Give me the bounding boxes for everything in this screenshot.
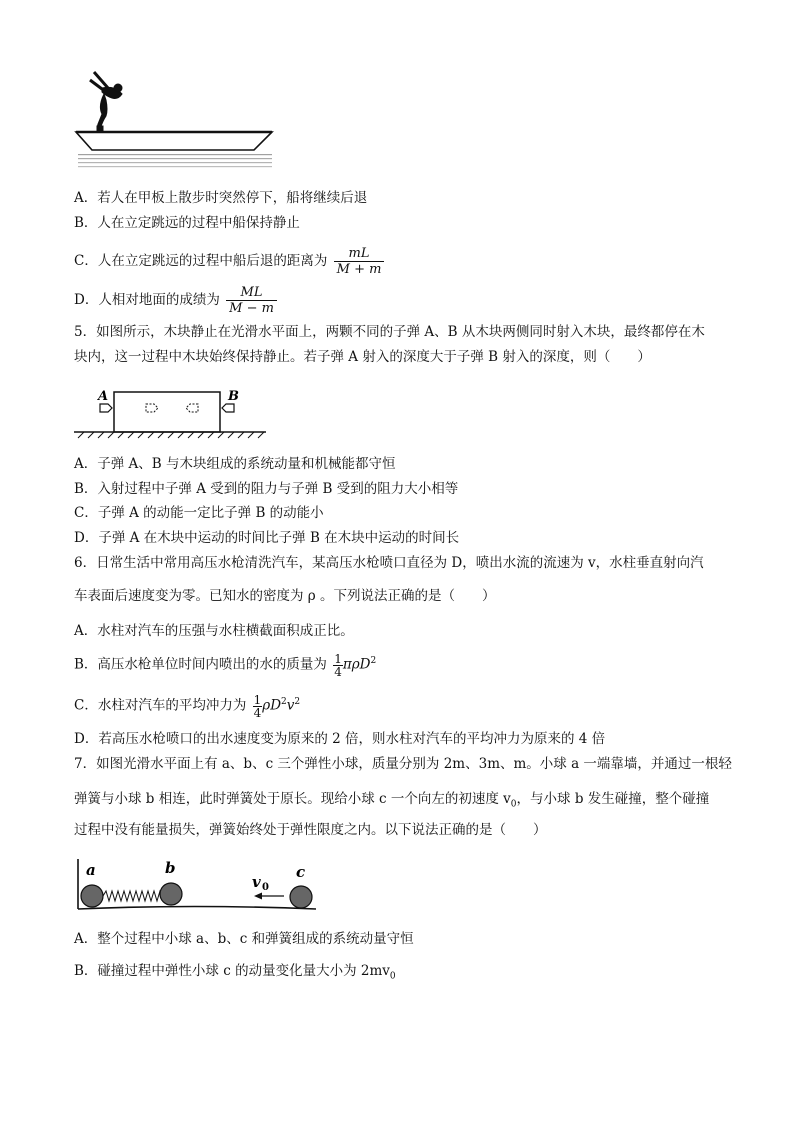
q6-option-c-fraction — [253, 694, 263, 719]
q7-stem-sub: 0 — [510, 799, 517, 810]
q4-option-c-text: C．人在立定跳远的过程中船后退的距离为 — [74, 253, 328, 269]
q4-option-c-fraction — [334, 246, 385, 277]
q5-stem-line2: 块内，这一过程中木块始终保持静止。若子弹 A 射入的深度大于子弹 B 射入的深度，则（ ） — [74, 349, 651, 365]
boat-hull — [76, 132, 272, 150]
q6-option-d: D．若高压水枪喷口的出水速度变为原来的 2 倍，则水柱对汽车的平均冲力为原来的 4 倍 — [74, 731, 606, 747]
q4-option-c-numerator: mL — [348, 246, 370, 261]
q6-option-c-denominator: 4 — [253, 705, 262, 720]
wooden-block — [114, 392, 220, 432]
spring — [103, 891, 163, 901]
q5-option-c: C．子弹 A 的动能一定比子弹 B 的动能小 — [74, 505, 324, 521]
q4-option-c-denominator: M + m — [334, 261, 385, 277]
q6-option-c-sup1: 2 — [281, 697, 287, 707]
label-a: A — [98, 389, 109, 404]
q6-stem-line2: 车表面后速度变为零。已知水的密度为 ρ 。下列说法正确的是（ ） — [74, 588, 496, 604]
q7-stem-line2b: ，与小球 b 发生碰撞，整个碰撞 — [516, 791, 710, 807]
ball-b — [160, 883, 182, 905]
q7-stem-line2 — [74, 790, 709, 814]
fig-label-b: b — [165, 859, 176, 877]
q5-option-d: D．子弹 A 在木块中运动的时间比子弹 B 在木块中运动的时间长 — [74, 530, 460, 546]
q6-option-b — [74, 652, 376, 678]
q6-option-c-text: C．水柱对汽车的平均冲力为 — [74, 697, 247, 714]
q7-stem-line1: 7．如图光滑水平面上有 a、b、c 三个弹性小球，质量分别为 2m、3m、m。小球 a 一端靠墙，并通过一根轻 — [74, 756, 732, 772]
q6-stem-line1: 6．日常生活中常用高压水枪清洗汽车，某高压水枪喷口直径为 D，喷出水流的流速为 v，水柱垂直射向汽 — [74, 555, 704, 571]
fig-label-v: v — [252, 873, 261, 891]
q6-option-b-text: B．高压水枪单位时间内喷出的水的质量为 — [74, 656, 327, 673]
q4-option-b: B．人在立定跳远的过程中船保持静止 — [74, 215, 300, 231]
q4-option-d-fraction — [226, 285, 277, 316]
q6-option-c-sup2: 2 — [294, 697, 301, 707]
q6-option-b-sup: 2 — [370, 656, 377, 666]
bullet-a — [100, 404, 112, 412]
q7-option-a: A．整个过程中小球 a、b、c 和弹簧组成的系统动量守恒 — [74, 931, 414, 947]
q6-option-b-denominator: 4 — [334, 664, 342, 679]
q6-option-b-numerator: 1 — [334, 651, 342, 666]
ball-a — [81, 885, 103, 907]
q7-stem-line3: 过程中没有能量损失，弹簧始终处于弹性限度之内。以下说法正确的是（ ） — [74, 822, 547, 838]
q6-option-b-fraction — [333, 653, 343, 678]
q4-option-d-numerator: ML — [240, 285, 263, 300]
q4-option-d-text: D．人相对地面的成绩为 — [74, 292, 220, 308]
q6-option-c — [74, 693, 300, 719]
q7-option-b-sub: 0 — [389, 971, 396, 982]
person-silhouette — [90, 72, 122, 132]
q5-stem-line1: 5．如图所示，木块静止在光滑水平面上，两颗不同的子弹 A、B 从木块两侧同时射入木块，最终都停在木 — [74, 324, 705, 340]
ground-hatching — [78, 432, 264, 438]
fig-label-v-sub: 0 — [262, 882, 269, 893]
q4-option-a: A．若人在甲板上散步时突然停下，船将继续后退 — [74, 190, 368, 206]
q7-option-b-text: B．碰撞过程中弹性小球 c 的动量变化量大小为 2mv — [74, 963, 390, 979]
q4-option-d — [74, 285, 277, 316]
q5-option-a: A．子弹 A、B 与木块组成的系统动量和机械能都守恒 — [74, 456, 396, 472]
q6-option-c-numerator: 1 — [253, 692, 262, 707]
q5-option-b: B．入射过程中子弹 A 受到的阻力与子弹 B 受到的阻力大小相等 — [74, 481, 459, 497]
q4-option-d-denominator: M − m — [226, 300, 277, 316]
fig-label-c: c — [296, 863, 306, 881]
fig-label-a: a — [86, 861, 96, 879]
q7-option-b — [74, 962, 396, 986]
q7-stem-line2a: 弹簧与小球 b 相连，此时弹簧处于原长。现给小球 c 一个向左的初速度 v — [74, 791, 511, 807]
floor-line — [78, 907, 316, 910]
q6-option-a: A．水柱对汽车的压强与水柱横截面积成正比。 — [74, 623, 354, 639]
q6-option-c-expr2: v — [286, 697, 295, 714]
label-b: B — [228, 389, 239, 404]
velocity-arrowhead — [254, 893, 262, 900]
q6-option-b-expr: πρD — [342, 656, 371, 673]
q4-option-c — [74, 246, 384, 277]
q6-option-c-expr: ρD — [262, 697, 282, 714]
bullet-b — [222, 404, 234, 412]
ball-c — [290, 886, 312, 908]
balls-spring-figure — [72, 855, 322, 917]
water-surface — [78, 154, 272, 167]
block-bullets-figure — [72, 384, 272, 444]
boat-jump-figure — [72, 66, 277, 176]
